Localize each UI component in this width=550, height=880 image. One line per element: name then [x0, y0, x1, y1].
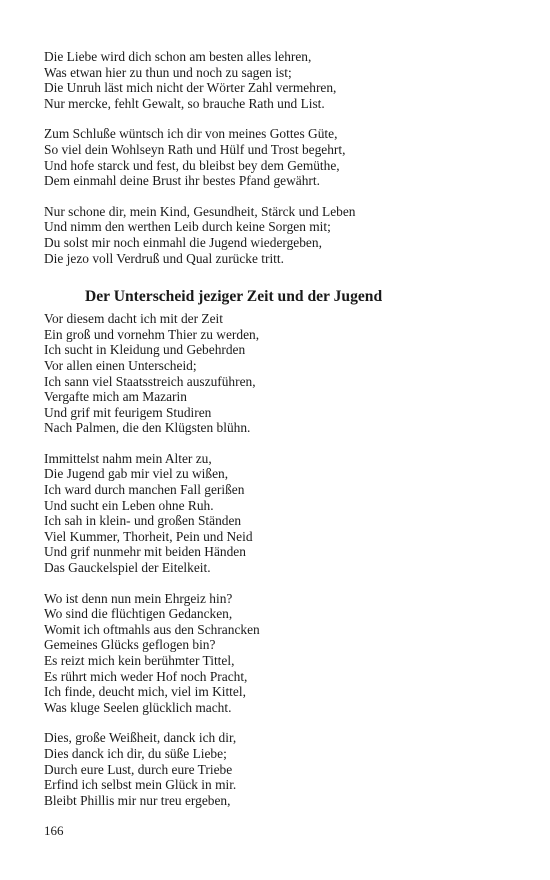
- verse-line: Es rührt mich weder Hof noch Pracht,: [44, 668, 248, 684]
- verse-line: Die Unruh läst mich nicht der Wörter Zahl vermehren,: [44, 80, 337, 96]
- stanza: [44, 591, 514, 716]
- poem-body: [44, 311, 514, 808]
- stanza: [44, 451, 514, 576]
- verse-line: Immittelst nahm mein Alter zu,: [44, 450, 212, 466]
- verse-line: Was etwan hier zu thun und noch zu sagen ist;: [44, 64, 292, 80]
- verse-line: Die Liebe wird dich schon am besten alles lehren,: [44, 49, 312, 64]
- verse-line: Und grif nunmehr mit beiden Händen: [44, 544, 246, 560]
- verse-line: Ein groß und vornehm Thier zu werden,: [44, 326, 260, 342]
- verse-line: Und grif mit feurigem Studiren: [44, 404, 212, 420]
- verse-line: So viel dein Wohlseyn Rath und Hülf und Trost begehrt,: [44, 141, 346, 157]
- verse-line: Und nimm den werthen Leib durch keine Sorgen mit;: [44, 219, 331, 235]
- verse-line: Und sucht ein Leben ohne Ruh.: [44, 497, 214, 513]
- verse-line: Es reizt mich kein berühmter Tittel,: [44, 653, 235, 668]
- stanza: [44, 730, 514, 808]
- verse-line: Zum Schluße wüntsch ich dir von meines Gottes Güte,: [44, 126, 338, 142]
- verse-line: Was kluge Seelen glücklich macht.: [44, 699, 232, 715]
- verse-line: Ich sucht in Kleidung und Gebehrden: [44, 342, 246, 358]
- verse-line: Dies danck ich dir, du süße Liebe;: [44, 745, 227, 761]
- verse-line: Erfind ich selbst mein Glück in mir.: [44, 777, 237, 793]
- poem-ending: [44, 49, 514, 266]
- verse-line: Dies, große Weißheit, danck ich dir,: [44, 730, 237, 746]
- verse-line: Wo sind die flüchtigen Gedancken,: [44, 606, 233, 622]
- verse-line: Wo ist denn nun mein Ehrgeiz hin?: [44, 590, 233, 606]
- book-page: [44, 49, 514, 823]
- verse-line: Die jezo voll Verdruß und Qual zurücke tritt.: [44, 250, 284, 266]
- verse-line: Ich finde, deucht mich, viel im Kittel,: [44, 684, 246, 700]
- verse-line: Nur schone dir, mein Kind, Gesundheit, Stärck und Leben: [44, 203, 356, 219]
- verse-line: Vor allen einen Unterscheid;: [44, 357, 197, 373]
- stanza: [44, 311, 514, 436]
- verse-line: Vergafte mich am Mazarin: [44, 389, 187, 405]
- verse-line: Womit ich oftmahls aus den Schrancken: [44, 621, 260, 637]
- verse-line: Ich sah in klein- und großen Ständen: [44, 513, 242, 529]
- verse-line: Ich ward durch manchen Fall gerißen: [44, 482, 245, 498]
- page-number: 166: [44, 823, 64, 838]
- stanza: [44, 126, 514, 188]
- poem-title: Der Unterscheid jeziger Zeit und der Jugend: [85, 288, 383, 306]
- verse-line: Dem einmahl deine Brust ihr bestes Pfand gewährt.: [44, 173, 320, 189]
- stanza: [44, 204, 514, 266]
- verse-line: Viel Kummer, Thorheit, Pein und Neid: [44, 528, 253, 544]
- verse-line: Ich sann viel Staatsstreich auszuführen,: [44, 373, 256, 389]
- verse-line: Und hofe starck und fest, du bleibst bey dem Gemüthe,: [44, 157, 340, 173]
- verse-line: Vor diesem dacht ich mit der Zeit: [44, 311, 223, 327]
- verse-line: Gemeines Glücks geflogen bin?: [44, 637, 216, 653]
- verse-line: Bleibt Phillis mir nur treu ergeben,: [44, 792, 231, 808]
- verse-line: Die Jugend gab mir viel zu wißen,: [44, 466, 229, 482]
- verse-line: Durch eure Lust, durch eure Triebe: [44, 761, 233, 777]
- verse-line: Das Gauckelspiel der Eitelkeit.: [44, 560, 211, 576]
- verse-line: Nach Palmen, die den Klügsten blühn.: [44, 420, 251, 436]
- verse-line: Nur mercke, fehlt Gewalt, so brauche Rath und List.: [44, 95, 325, 111]
- verse-line: Du solst mir noch einmahl die Jugend wiedergeben,: [44, 234, 322, 250]
- stanza: [44, 49, 514, 111]
